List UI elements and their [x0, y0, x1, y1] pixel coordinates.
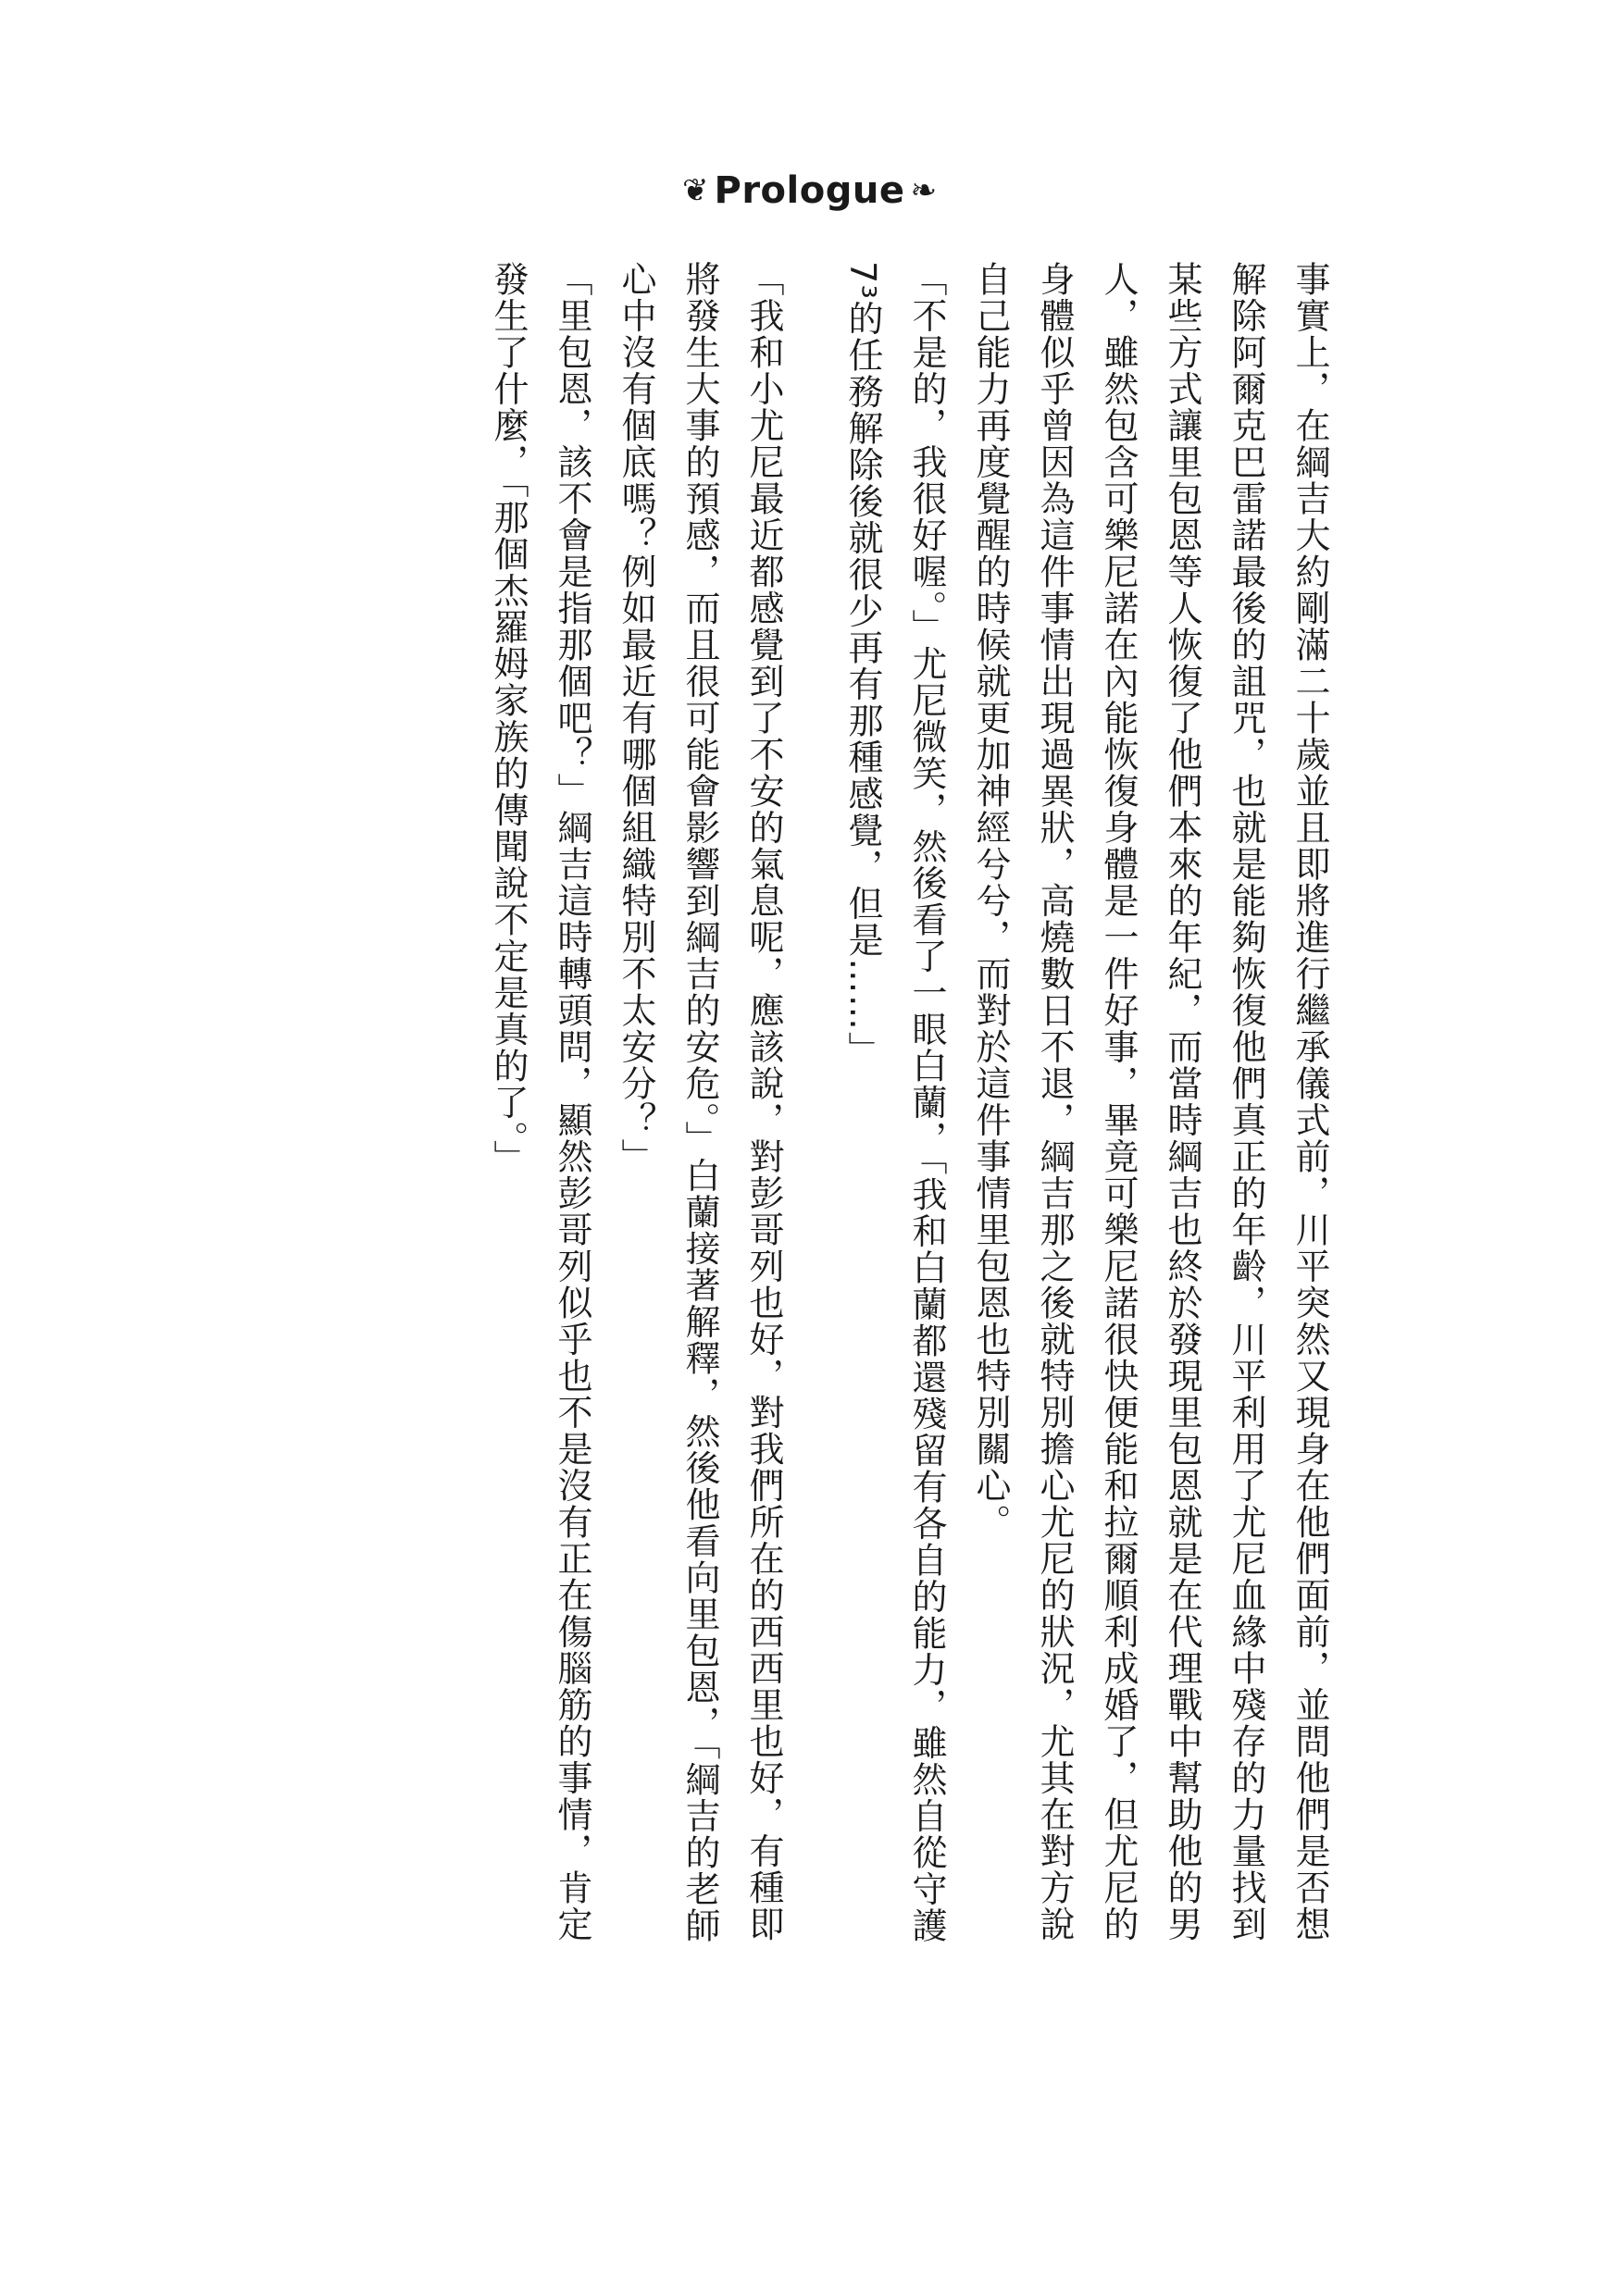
paragraph-2: 「不是的，我很好喔。」尤尼微笑，然後看了一眼白蘭，「我和白蘭都還殘留有各自的能力，雖然自從守護7³的任務解除後就很少再有那種感覺，但是……」 [842, 261, 947, 1944]
vertical-text-body [258, 261, 1341, 1964]
paragraph-1: 事實上，在綱吉大約剛滿二十歲並且即將進行繼承儀式前，川平突然又現身在他們面前，並問他們是否想解除阿爾克巴雷諾最後的詛咒，也就是能夠恢復他們真正的年齡，川平利用了尤尼血緣中殘存的力量找到某些方式讓里包恩等人恢復了他們本來的年紀，而當時綱吉也終於發現里包恩就是在代理戰中幫助他的男人，雖然包含可樂尼諾在內能恢復身體是一件好事，畢竟可樂尼諾很快便能和拉爾順利成婚了，但尤尼的身體似乎曾因為這件事情出現過異狀，高燒數日不退，綱吉那之後就特別擔心尤尼的狀況，尤其在對方說自己能力再度覺醒的時候就更加神經兮兮，而對於這件事情里包恩也特別關心。 [970, 261, 1330, 1942]
right-ornament-icon: ❧ [910, 172, 937, 209]
paragraph-4: 「里包恩，該不會是指那個吧？」綱吉這時轉頭問，顯然彭哥列似乎也不是沒有正在傷腦筋的事情，肯定發生了什麼，「那個杰羅姆家族的傳聞說不定是真的了。」 [488, 261, 592, 1942]
paragraph-3: 「我和小尤尼最近都感覺到了不安的氣息呢，應該說，對彭哥列也好，對我們所在的西西里也好，有種即將發生大事的預感，而且很可能會影響到綱吉的安危。」白蘭接著解釋，然後他看向里包恩，「綱吉的老師心中沒有個底嗎？例如最近有哪個組織特別不太安分？」 [616, 261, 784, 1944]
left-ornament-icon: ❦ [682, 172, 709, 209]
page-header [0, 163, 1619, 218]
chapter-title: Prologue [714, 169, 905, 212]
